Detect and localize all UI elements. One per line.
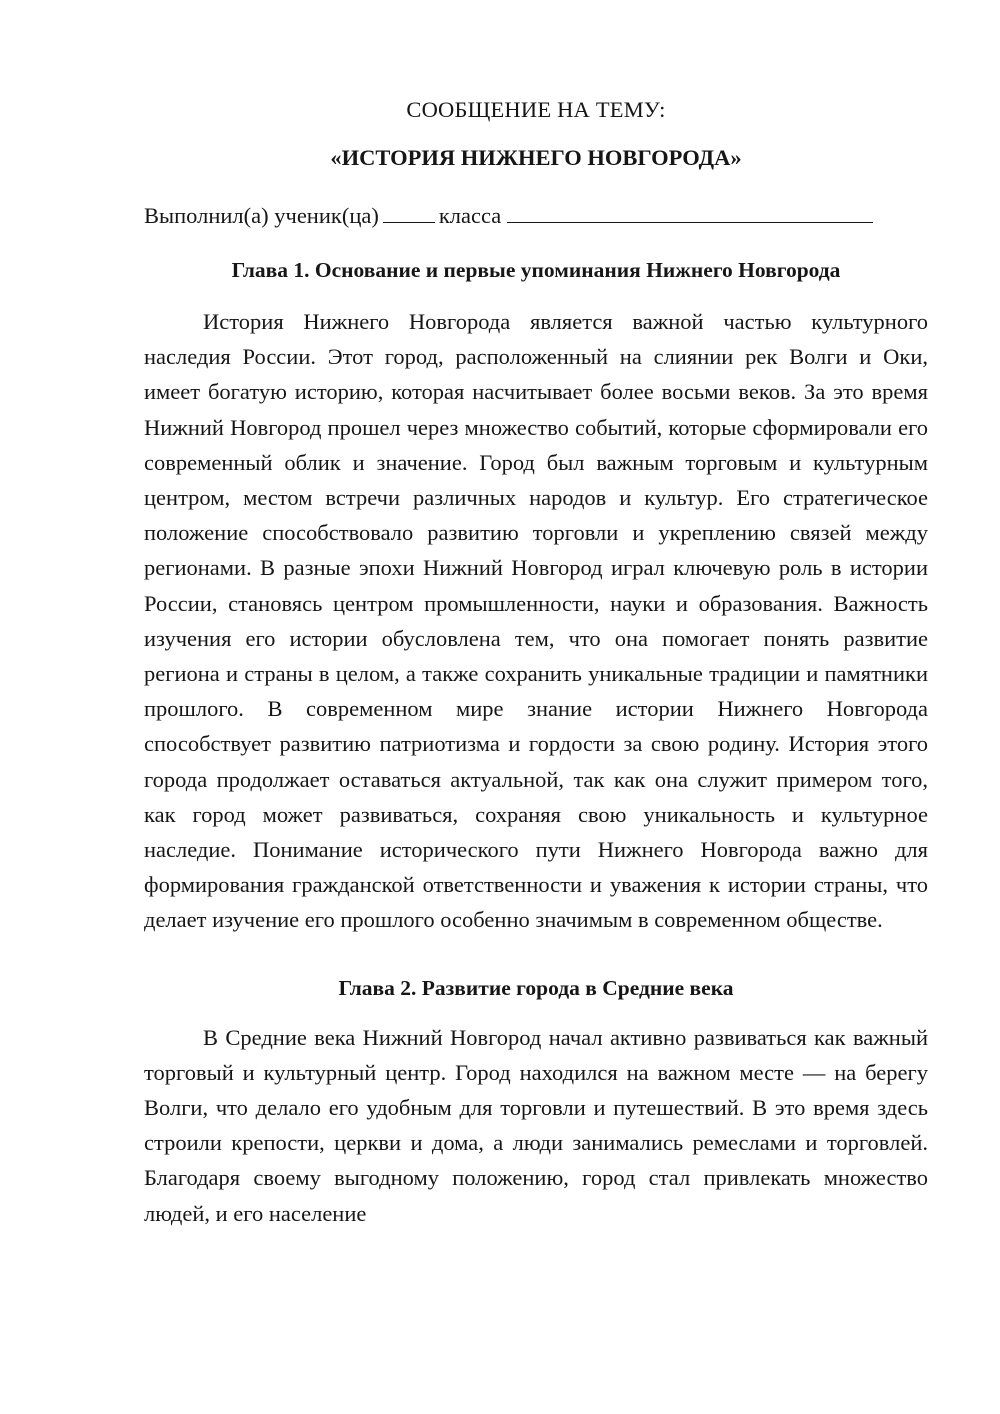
document-page [144,92,928,1231]
chapter-heading: Глава 2. Развитие города в Средние века [338,975,734,1000]
chapter-paragraph: В Средние века Нижний Новгород начал активно развиваться как важный торговый и культурный центр. Город находился на важном месте — на берегу Волги, что делало его удобным для торговли и путешествий. В это время здесь строили крепости, церкви и дома, а люди занимались ремеслами и торговлей. Благодаря своему выгодному положению, город стал привлекать множество людей, и его население [144,1024,928,1226]
author-line-middle: класса [438,203,502,228]
student-name-blank [507,202,873,223]
document-title-main: «ИСТОРИЯ НИЖНЕГО НОВГОРОДА» [330,145,742,170]
chapter-paragraph: История Нижнего Новгорода является важной частью культурного наследия России. Этот город, расположенный на слиянии рек Волги и Оки, имеет богатую историю, которая насчитывает более восьми веков. За это время Нижний Новгород прошел через множество событий, которые сформировали его современный облик и значение. Город был важным торговым и культурным центром, местом встречи различных народов и культур. Его стратегическое положение способствовало развитию торговли и укреплению связей между регионами. В разные эпохи Нижний Новгород играл ключевую роль в истории России, становясь центром промышленности, науки и образования. Важность изучения его истории обусловлена тем, что она помогает понять развитие региона и страны в целом, а также сохранить уникальные традиции и памятники прошлого. В современном мире знание истории Нижнего Новгорода способствует развитию патриотизма и гордости за свою родину. История этого города продолжает оставаться актуальной, так как она служит примером того, как город может развиваться, сохраняя свою уникальность и культурное наследие. Понимание исторического пути Нижнего Новгорода важно для формирования гражданской ответственности и уважения к истории страны, что делает изучение его прошлого особенно значимым в современном обществе. [144,309,928,933]
class-number-blank [383,202,435,223]
author-line-prefix: Выполнил(а) ученик(ца) [144,203,379,228]
document-title-top: СООБЩЕНИЕ НА ТЕМУ: [406,97,666,122]
author-line [144,198,928,234]
chapter-heading: Глава 1. Основание и первые упоминания Нижнего Новгорода [231,258,841,282]
